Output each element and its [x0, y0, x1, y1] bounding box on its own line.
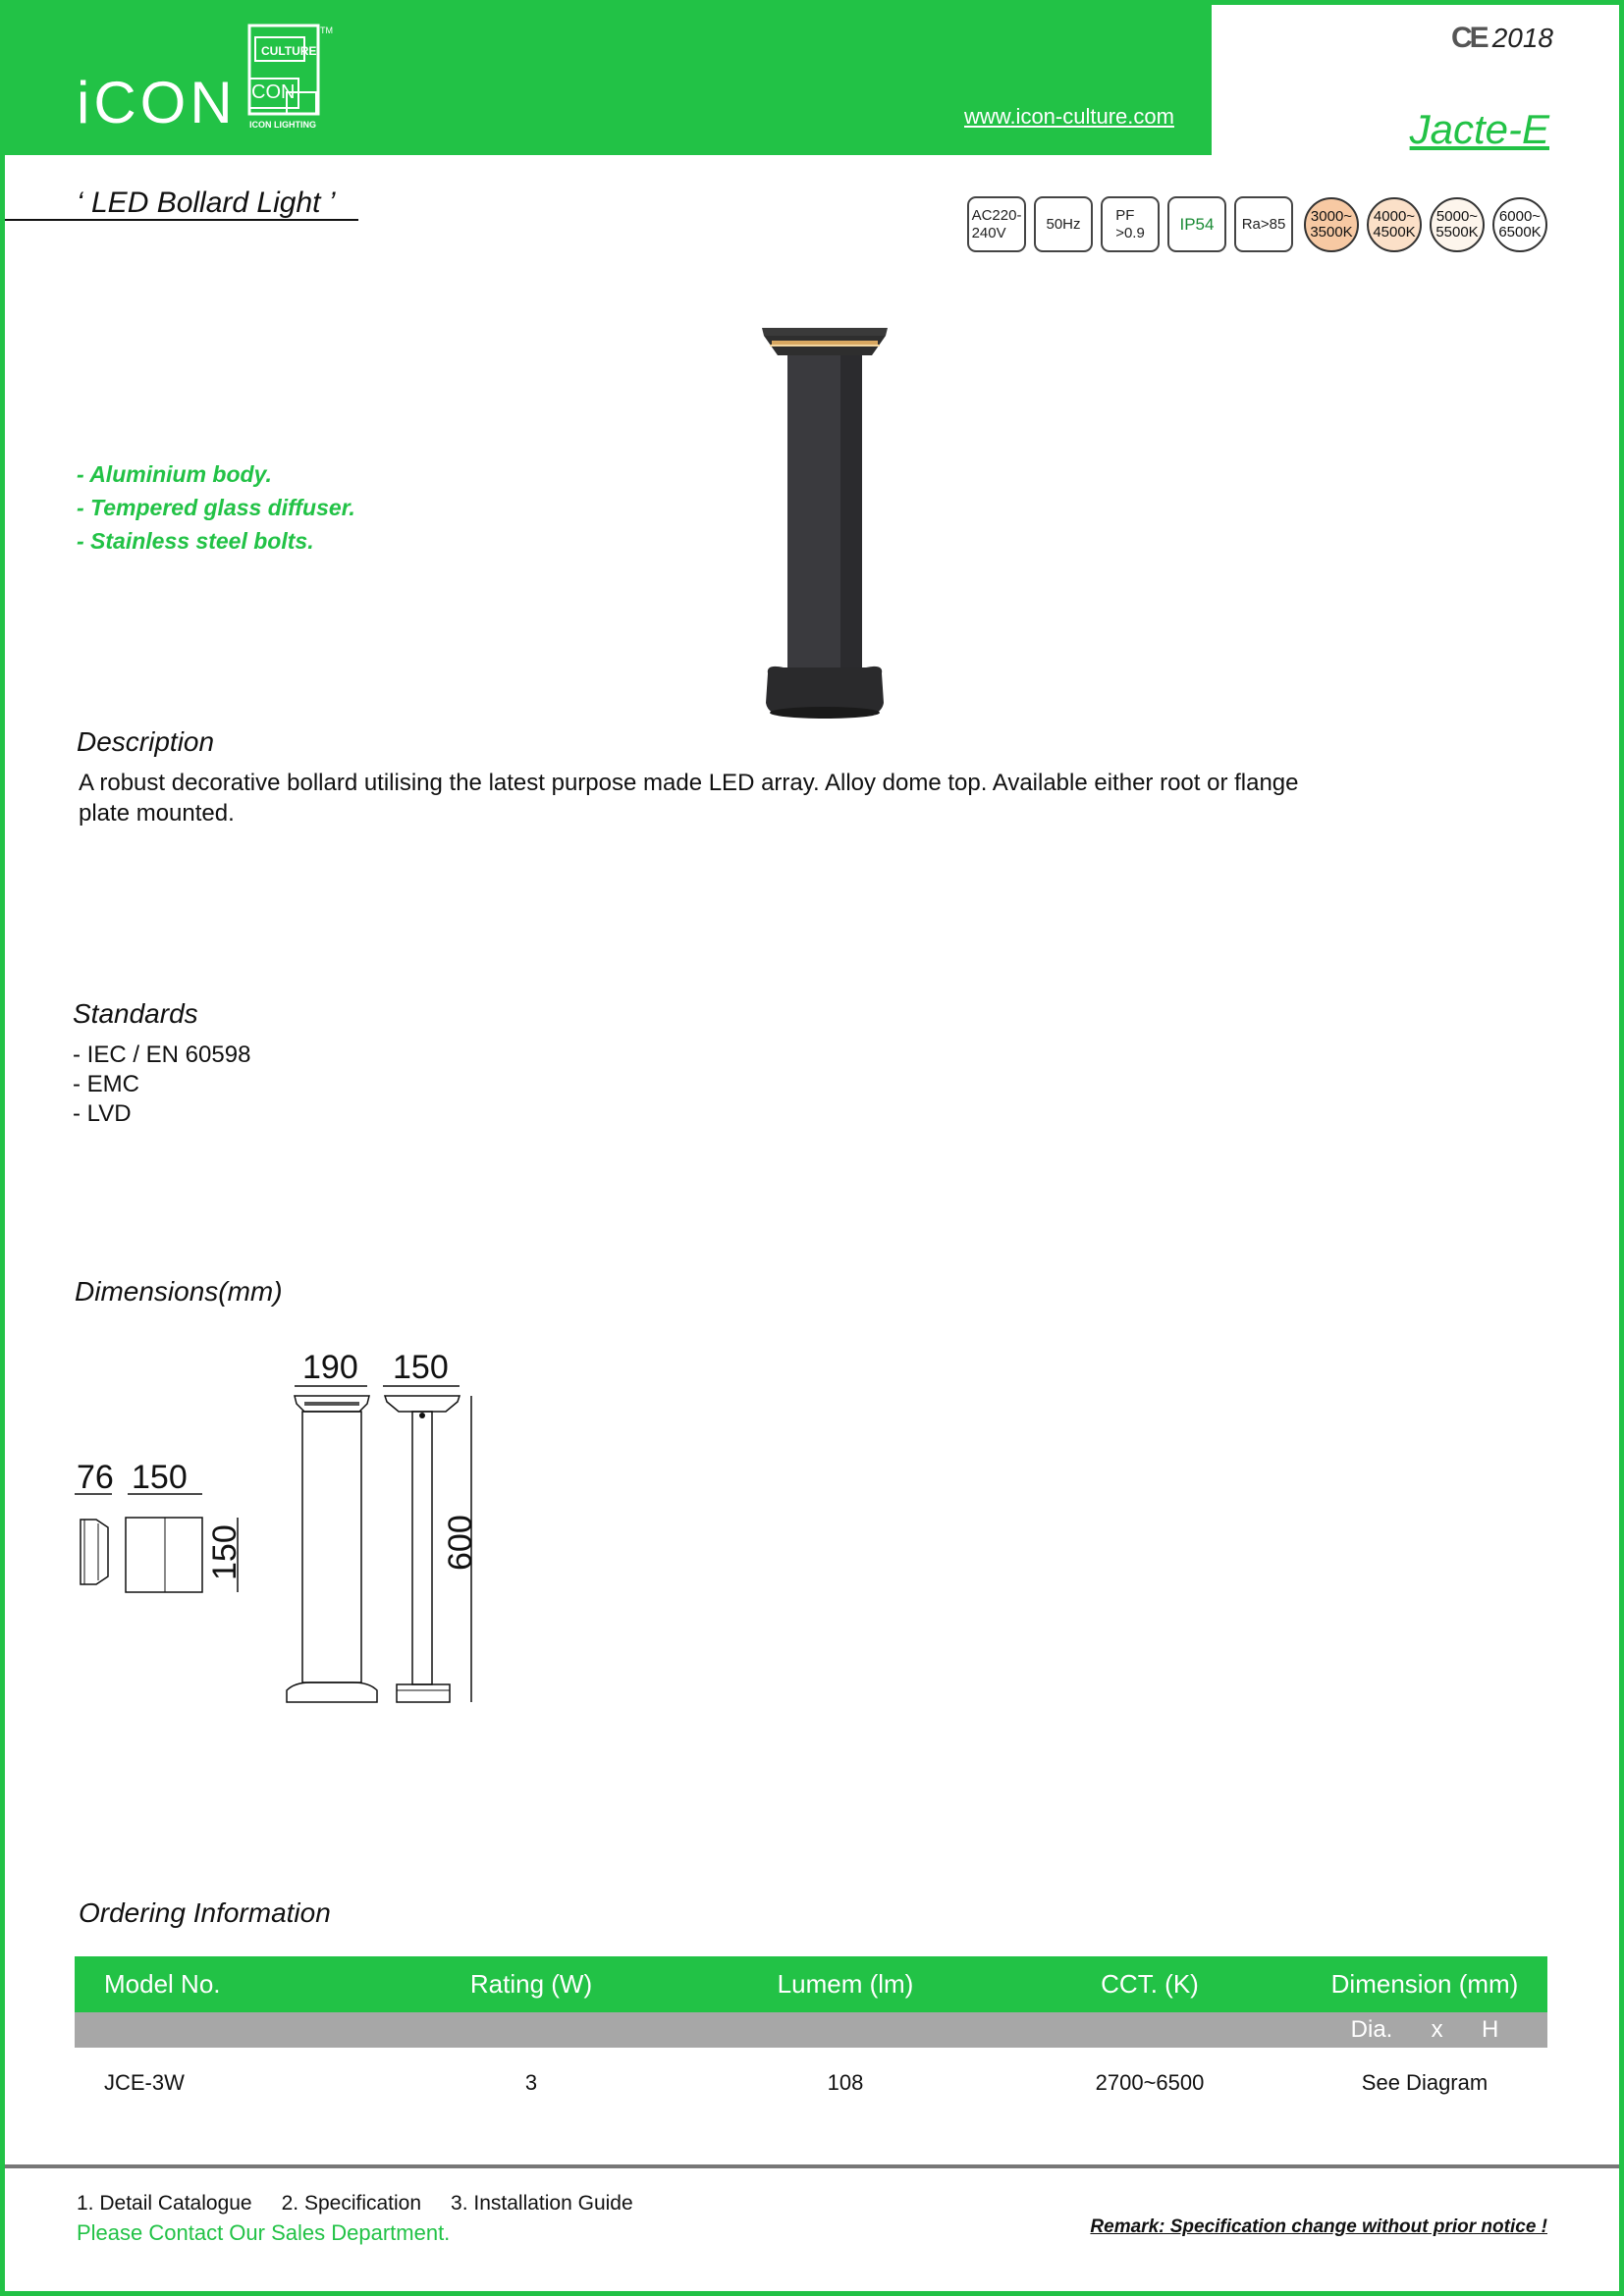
icon-lighting-logo	[247, 24, 346, 132]
feature-list	[77, 457, 355, 558]
table-subheader-row	[75, 2012, 1547, 2048]
spec-badge: Ra>85	[1234, 196, 1293, 252]
footer-divider	[5, 2164, 1619, 2168]
model-title: Jacte-E	[1409, 106, 1549, 152]
table-row	[75, 2048, 1547, 2118]
standard-item: - IEC / EN 60598	[73, 1041, 251, 1068]
cell-model: JCE-3W	[104, 2070, 185, 2095]
standard-item: - LVD	[73, 1100, 132, 1127]
dimensions-heading: Dimensions(mm)	[75, 1276, 283, 1307]
table-header-row	[75, 1956, 1547, 2012]
svg-text:TM: TM	[320, 26, 333, 35]
column-header-model: Model No.	[104, 1969, 221, 1999]
column-header-cct: CCT. (K)	[1101, 1969, 1199, 1999]
standards-heading: Standards	[73, 998, 198, 1029]
cct-badge: 4000~ 4500K	[1367, 197, 1422, 252]
svg-text:150: 150	[393, 1349, 449, 1386]
cell-rating: 3	[524, 2070, 538, 2095]
spec-badges	[967, 196, 1293, 252]
description-text: A robust decorative bollard utilising the latest purpose made LED array. Alloy dome top. Available either root or flange plate mounted.	[79, 770, 1299, 827]
cct-badge: 6000~ 6500K	[1492, 197, 1547, 252]
footer-links	[77, 2192, 633, 2216]
cct-badges	[1304, 197, 1547, 252]
footer-link[interactable]: 1. Detail Catalogue	[77, 2192, 252, 2215]
product-title: ‘ LED Bollard Light ’	[77, 187, 336, 219]
cct-badge: 5000~ 5500K	[1430, 197, 1485, 252]
spec-badge: 50Hz	[1034, 196, 1093, 252]
cell-dimension: See Diagram	[1361, 2070, 1489, 2095]
dimension-subheaders	[1302, 2016, 1547, 2044]
cell-cct: 2700~6500	[1095, 2070, 1205, 2095]
dimension-drawing	[69, 1345, 481, 1708]
ce-mark-icon: CE	[1451, 22, 1487, 54]
svg-text:150: 150	[206, 1524, 244, 1580]
feature-item: - Stainless steel bolts.	[77, 528, 314, 554]
feature-item: - Aluminium body.	[77, 461, 272, 487]
contact-note: Please Contact Our Sales Department.	[77, 2220, 451, 2245]
svg-text:600: 600	[442, 1515, 479, 1571]
ordering-table	[75, 1956, 1547, 2118]
svg-text:CULTURE: CULTURE	[261, 44, 317, 58]
title-underline	[5, 219, 358, 221]
cell-lumen: 108	[827, 2070, 864, 2095]
standards-list	[73, 1041, 250, 1129]
subheader-h: H	[1481, 2016, 1499, 2043]
footer-link[interactable]: 2. Specification	[281, 2192, 422, 2215]
spec-badge: AC220- 240V	[967, 196, 1026, 252]
certification-year	[1451, 22, 1553, 55]
bollard-product-photo	[756, 324, 893, 721]
svg-text:ICON LIGHTING: ICON LIGHTING	[249, 120, 316, 130]
subheader-x: x	[1431, 2016, 1443, 2043]
description-heading: Description	[77, 726, 215, 757]
feature-item: - Tempered glass diffuser.	[77, 495, 355, 520]
footer-link[interactable]: 3. Installation Guide	[451, 2192, 633, 2215]
website-link[interactable]: www.icon-culture.com	[964, 104, 1174, 129]
spec-badge: IP54	[1167, 196, 1226, 252]
ordering-heading: Ordering Information	[79, 1897, 331, 1928]
standard-item: - EMC	[73, 1071, 139, 1097]
column-header-rating: Rating (W)	[469, 1969, 593, 1999]
svg-text:CON: CON	[251, 81, 296, 103]
column-header-dimension: Dimension (mm)	[1330, 1969, 1519, 1999]
column-header-lumen: Lumem (lm)	[777, 1969, 914, 1999]
svg-text:76: 76	[77, 1459, 114, 1496]
spec-badge: PF >0.9	[1101, 196, 1160, 252]
subheader-dia: Dia.	[1350, 2016, 1393, 2043]
brand-wordmark: iCON	[77, 70, 237, 135]
header-band	[0, 0, 1212, 155]
cct-badge: 3000~ 3500K	[1304, 197, 1359, 252]
svg-text:150: 150	[132, 1459, 188, 1496]
remark-note: Remark: Specification change without prior notice !	[1090, 2216, 1547, 2237]
year-label: 2018	[1491, 23, 1553, 53]
svg-text:190: 190	[302, 1349, 358, 1386]
